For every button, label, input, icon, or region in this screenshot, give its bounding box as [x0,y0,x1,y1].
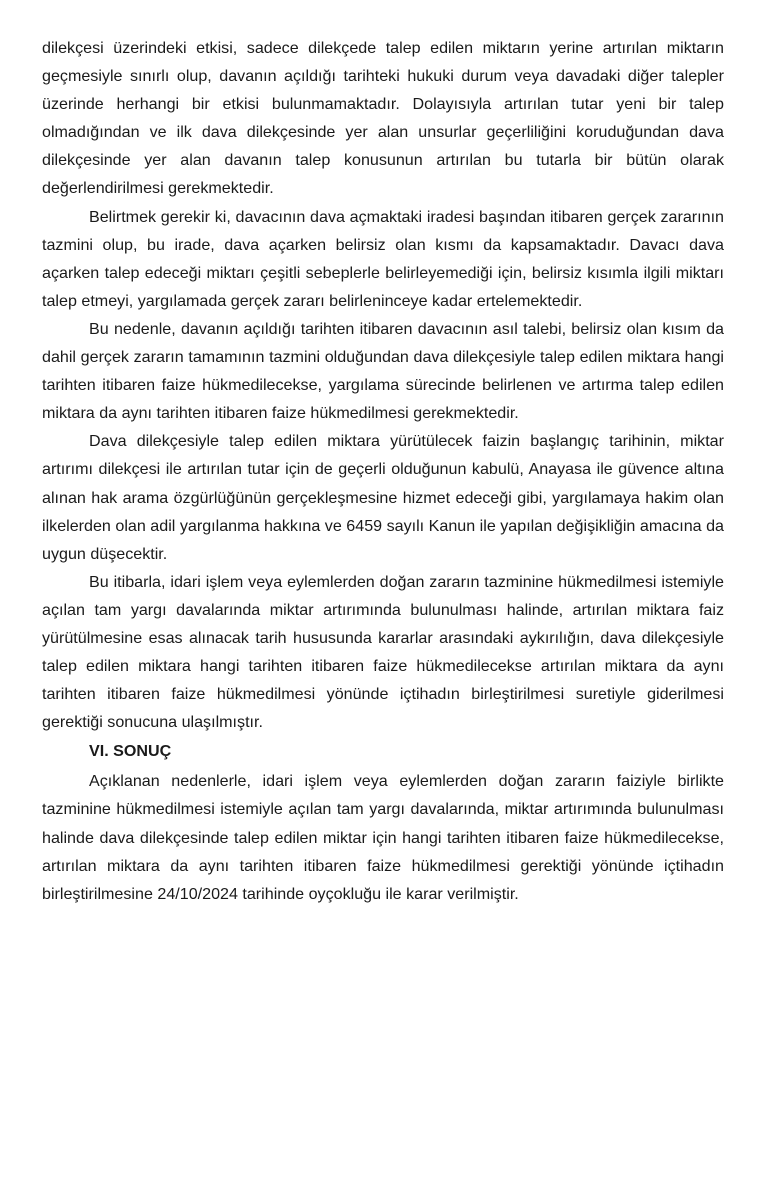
section-heading: VI. SONUÇ [89,742,172,761]
document-body [42,34,724,908]
paragraph-reason: Bu nedenle, davanın açıldığı tarihten itibaren davacının asıl talebi, belirsiz olan kısım da dahil gerçek zararın tamamının tazmini olduğundan dava dilekçesiyle talep edilen miktara hangi tarihten itibaren faize hükmedilecekse, yargılama sürecinde belirlenen ve artırma talep edilen miktara da aynı tarihten itibaren faize hükmedilmesi gerekmektedir. [42,319,724,423]
paragraph-conclusion: Açıklanan nedenlerle, idari işlem veya eylemlerden doğan zararın faiziyle birlikte tazminine hükmedilmesi istemiyle açılan tam yargı davalarında, miktar artırımında bulunulması halinde dava dilekçesinde talep edilen miktar için hangi tarihten itibaren faize hükmedilecekse, artırılan miktara da aynı tarihten itibaren faize hükmedilmesi gerektiği yönünde içtihadın birleştirilmesine 24/10/2024 tarihinde oyçokluğu ile karar verilmiştir. [42,772,724,903]
paragraph-continuation: dilekçesi üzerindeki etkisi, sadece dilekçede talep edilen miktarın yerine artırılan miktarın geçmesiyle sınırlı olup, davanın açıldığı tarihteki hukuki durum veya davadaki diğer talepler üzerinde herhangi bir etkisi bulunmamaktadır. Dolayısıyla artırılan tutar yeni bir talep olmadığından ve ilk dava dilekçesinde yer alan unsurlar geçerliliğini koruduğundan dava dilekçesinde yer alan davanın talep konusunun artırılan bu tutarla bir bütün olarak değerlendirilmesi gerekmektedir. [42,39,724,198]
paragraph-finding: Bu itibarla, idari işlem veya eylemlerden doğan zararın tazminine hükmedilmesi istemiyle açılan tam yargı davalarında miktar artırımında bulunulması halinde, artırılan miktara faiz yürütülmesine esas alınacak tarih hususunda kararlar arasındaki aykırılığın, dava dilekçesiyle talep edilen miktara hangi tarihten itibaren faize hükmedilecekse artırılan miktara da aynı tarihten itibaren faize hükmedilmesi yönünde içtihadın birleştirilmesi suretiyle giderilmesi gerektiği sonucuna ulaşılmıştır. [42,572,724,732]
paragraph-interest-start: Dava dilekçesiyle talep edilen miktara yürütülecek faizin başlangıç tarihinin, miktar artırımı dilekçesi ile artırılan tutar için de geçerli olduğunun kabulü, Anayasa ile güvence altına alınan hak arama özgürlüğünün gerçekleşmesine hizmet edeceği gibi, yargılamaya hakim olan ilkelerden olan adil yargılanma hakkına ve 6459 sayılı Kanun ile yapılan değişikliğin amacına da uygun düşecektir. [42,432,724,563]
paragraph-intent: Belirtmek gerekir ki, davacının dava açmaktaki iradesi başından itibaren gerçek zararının tazmini olup, bu irade, dava açarken belirsiz olan kısmı da kapsamaktadır. Davacı dava açarken talep edeceği miktarı çeşitli sebeplerle belirleyemediği için, belirsiz kısımla ilgili miktarı talep etmeyi, yargılamada gerçek zararı belirleninceye kadar ertelemektedir. [42,207,724,310]
